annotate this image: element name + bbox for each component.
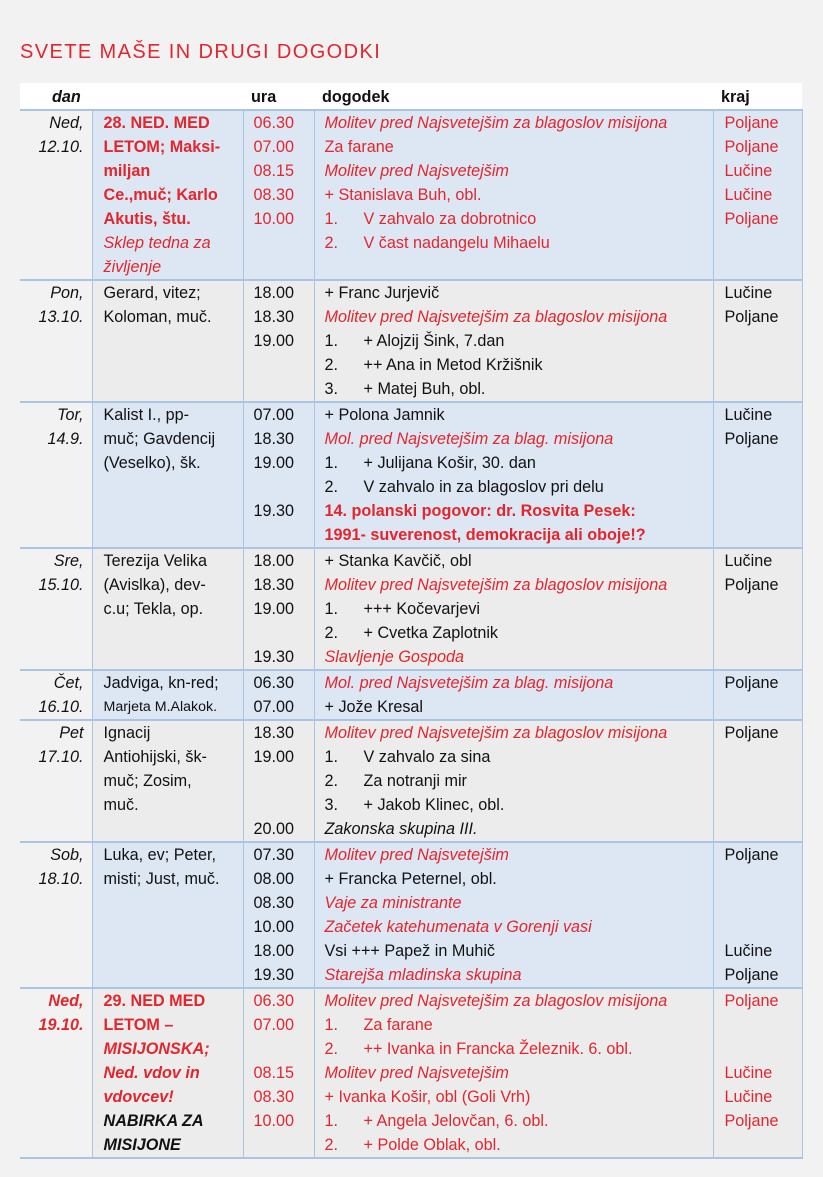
event-text: [325, 451, 705, 475]
event-cell: [314, 988, 713, 1158]
event-time: 19.30: [253, 966, 295, 984]
event-time: 08.15: [253, 162, 295, 180]
event-label: + Matej Buh, obl.: [363, 380, 486, 398]
event-text: [325, 329, 705, 353]
event-label: + Angela Jelovčan, 6. obl.: [363, 1112, 549, 1130]
event-time: 10.00: [253, 210, 295, 228]
event-label: + Jakob Klinec, obl.: [363, 796, 505, 814]
event-text: Molitev pred Najsvetejšim za blagoslov misijona: [324, 308, 668, 326]
event-place: Lučine: [724, 284, 773, 302]
event-place: Poljane: [724, 1112, 779, 1130]
saint-line: Marjeta M.Alakok.: [103, 699, 218, 715]
event-place: [725, 745, 794, 769]
page-title: SVETE MAŠE IN DRUGI DOGODKI: [20, 41, 382, 63]
event-text: Molitev pred Najsvetejšim za blagoslov misijona: [324, 576, 668, 594]
event-place: [725, 597, 794, 621]
event-time: 06.30: [253, 674, 295, 692]
saint-line: Kalist I., pp-: [103, 406, 189, 424]
event-time: 06.30: [253, 114, 295, 132]
saint-line: misti; Just, muč.: [103, 870, 220, 888]
saint-line: življenje: [103, 258, 162, 276]
event-time: [254, 769, 306, 793]
event-label: + Cvetka Zaplotnik: [363, 624, 499, 642]
event-text: [325, 231, 705, 255]
event-place: Poljane: [724, 114, 779, 132]
event-time: 07.30: [253, 846, 295, 864]
event-place: [725, 1013, 794, 1037]
event-place: [725, 1133, 794, 1157]
event-place: Poljane: [724, 846, 779, 864]
event-time: 06.30: [253, 992, 295, 1010]
event-place: [725, 353, 794, 377]
saint-line: (Veselko), šk.: [103, 454, 201, 472]
event-place: Lučine: [724, 186, 773, 204]
header-dan: dan: [20, 83, 92, 110]
place-cell: [713, 842, 802, 988]
event-text: [325, 1109, 705, 1133]
event-place: [725, 695, 794, 719]
time-cell: [243, 110, 314, 280]
event-label: V čast nadangelu Mihaelu: [363, 234, 550, 252]
day-row: [20, 110, 802, 280]
event-time: 18.00: [253, 284, 295, 302]
time-cell: [243, 280, 314, 402]
event-place: Lučine: [724, 552, 773, 570]
saint-line: c.u; Tekla, op.: [103, 600, 204, 618]
event-time: 18.30: [253, 724, 295, 742]
event-place: [725, 451, 794, 475]
event-label: + Julijana Košir, 30. dan: [363, 454, 536, 472]
saint-line: LETOM; Maksi-: [103, 138, 221, 156]
saint-line: muč.: [103, 796, 139, 814]
event-time: 19.00: [253, 600, 295, 618]
saint-line: (Avislka), dev-: [103, 576, 206, 594]
event-place: [725, 329, 794, 353]
day-date: 14.9.: [47, 430, 84, 448]
saint-line: 29. NED MED: [103, 992, 206, 1010]
event-text: [325, 769, 705, 793]
day-date: 13.10.: [38, 308, 84, 326]
saint-line: MISIJONSKA;: [103, 1040, 210, 1058]
event-text: [325, 207, 705, 231]
event-place: Poljane: [724, 724, 779, 742]
event-cell: [314, 280, 713, 402]
event-text: 1991- suverenost, demokracija ali oboje!?: [324, 526, 646, 544]
event-text: [325, 597, 705, 621]
event-text: Molitev pred Najsvetejšim: [324, 846, 509, 864]
event-time: [254, 353, 306, 377]
event-time: 08.30: [253, 186, 295, 204]
event-time: 10.00: [253, 1112, 295, 1130]
event-place: [725, 867, 794, 891]
header-dogodek: dogodek: [314, 83, 713, 110]
event-place: [725, 891, 794, 915]
saint-line: muč; Zosim,: [103, 772, 192, 790]
saint-line: Sklep tedna za: [103, 234, 211, 252]
day-date: Čet,: [53, 674, 84, 692]
saint-cell: [92, 548, 243, 670]
event-place: [725, 793, 794, 817]
event-time: 18.30: [253, 430, 295, 448]
event-text: Mol. pred Najsvetejšim za blag. misijona: [324, 430, 614, 448]
day-date: Pon,: [50, 284, 84, 302]
event-text: + Jože Kresal: [324, 698, 424, 716]
day-date-cell: [20, 402, 92, 548]
event-label: + Polde Oblak, obl.: [363, 1136, 501, 1154]
day-row: [20, 548, 802, 670]
event-time: 18.00: [253, 942, 295, 960]
event-time: [254, 793, 306, 817]
event-place: [725, 499, 794, 523]
event-place: Poljane: [724, 674, 779, 692]
event-time: 07.00: [253, 406, 295, 424]
event-text: [325, 621, 705, 645]
event-place: [725, 915, 794, 939]
event-text: [325, 377, 705, 401]
event-text: Vaje za ministrante: [324, 894, 462, 912]
event-time: [254, 1133, 306, 1157]
event-time: 19.00: [253, 332, 295, 350]
place-cell: [713, 670, 802, 720]
event-label: +++ Kočevarjevi: [363, 600, 481, 618]
event-text: Slavljenje Gospoda: [324, 648, 464, 666]
day-date-cell: [20, 548, 92, 670]
saint-cell: [92, 280, 243, 402]
time-cell: [243, 548, 314, 670]
event-text: [325, 1037, 705, 1061]
event-label: ++ Ivanka in Francka Železnik. 6. obl.: [363, 1040, 633, 1058]
saint-line: vdovcev!: [103, 1088, 174, 1106]
day-row: [20, 280, 802, 402]
event-time: 18.30: [253, 308, 295, 326]
empty-line: [325, 255, 705, 279]
event-label: V zahvalo za dobrotnico: [363, 210, 537, 228]
place-cell: [713, 110, 802, 280]
event-text: Molitev pred Najsvetejšim za blagoslov misijona: [324, 992, 668, 1010]
saint-line: Akutis, štu.: [103, 210, 191, 228]
day-date-cell: [20, 110, 92, 280]
event-place: Poljane: [724, 138, 779, 156]
event-time: 07.00: [253, 698, 295, 716]
empty-line: [254, 255, 306, 279]
event-place: Poljane: [724, 210, 779, 228]
event-place: Lučine: [724, 1088, 773, 1106]
saint-cell: [92, 670, 243, 720]
saint-line: 28. NED. MED: [103, 114, 210, 132]
event-text: + Ivanka Košir, obl (Goli Vrh): [324, 1088, 531, 1106]
saint-line: Antiohijski, šk-: [103, 748, 207, 766]
event-place: [725, 621, 794, 645]
event-time: 19.00: [253, 454, 295, 472]
day-date: Sob,: [50, 846, 84, 864]
event-label: Za notranji mir: [363, 772, 467, 790]
event-text: Molitev pred Najsvetejšim za blagoslov misijona: [324, 724, 668, 742]
event-place: [725, 645, 794, 669]
event-number: 2.: [324, 1136, 339, 1154]
event-text: Molitev pred Najsvetejšim: [324, 162, 509, 180]
event-cell: [314, 842, 713, 988]
event-text: Začetek katehumenata v Gorenji vasi: [324, 918, 592, 936]
event-text: + Francka Peternel, obl.: [324, 870, 497, 888]
saint-cell: [92, 988, 243, 1158]
time-cell: [243, 988, 314, 1158]
day-date: Ned,: [48, 992, 84, 1010]
event-place: [725, 1037, 794, 1061]
event-time: 10.00: [253, 918, 295, 936]
day-date-cell: [20, 720, 92, 842]
event-text: 14. polanski pogovor: dr. Rosvita Pesek:: [324, 502, 636, 520]
event-place: [725, 475, 794, 499]
saint-line: Ce.,muč; Karlo: [103, 186, 218, 204]
event-label: ++ Ana in Metod Kržišnik: [363, 356, 543, 374]
event-time: 08.30: [253, 894, 295, 912]
event-place: Poljane: [724, 576, 779, 594]
event-time: 19.00: [253, 748, 295, 766]
event-text: + Franc Jurjevič: [324, 284, 440, 302]
event-time: 08.30: [253, 1088, 295, 1106]
saint-line: Jadviga, kn-red;: [103, 674, 219, 692]
event-text: [325, 1133, 705, 1157]
day-date-cell: [20, 670, 92, 720]
schedule-table: [20, 83, 803, 1159]
event-label: Za farane: [363, 1016, 433, 1034]
event-time: [254, 621, 306, 645]
event-place: [725, 231, 794, 255]
event-time: 08.00: [253, 870, 295, 888]
event-number: 2.: [324, 356, 339, 374]
event-time: [254, 377, 306, 401]
event-text: [325, 353, 705, 377]
place-cell: [713, 720, 802, 842]
saint-line: Luka, ev; Peter,: [103, 846, 216, 864]
event-time: [254, 523, 306, 547]
event-time: 18.30: [253, 576, 295, 594]
event-time: 07.00: [253, 1016, 295, 1034]
event-text: [325, 793, 705, 817]
day-date-cell: [20, 988, 92, 1158]
saint-line: miljan: [103, 162, 151, 180]
event-place: Lučine: [724, 942, 773, 960]
event-number: 2.: [324, 478, 339, 496]
event-place: Poljane: [724, 430, 779, 448]
event-text: Mol. pred Najsvetejšim za blag. misijona: [324, 674, 614, 692]
place-cell: [713, 402, 802, 548]
day-date-cell: [20, 842, 92, 988]
saint-line: Terezija Velika: [103, 552, 207, 570]
day-date: 15.10.: [38, 576, 84, 594]
time-cell: [243, 402, 314, 548]
event-time: 07.00: [253, 138, 295, 156]
day-date: 16.10.: [38, 698, 84, 716]
event-place: Lučine: [724, 1064, 773, 1082]
event-place: Lučine: [724, 406, 773, 424]
event-time: [254, 1037, 306, 1061]
header-row: [20, 83, 802, 110]
event-text: [325, 475, 705, 499]
event-place: [725, 377, 794, 401]
event-text: + Polona Jamnik: [324, 406, 445, 424]
saint-line: LETOM –: [103, 1016, 174, 1034]
event-text: Molitev pred Najsvetejšim za blagoslov misijona: [324, 114, 668, 132]
event-label: V zahvalo za sina: [363, 748, 491, 766]
day-date-cell: [20, 280, 92, 402]
day-date: 12.10.: [38, 138, 84, 156]
event-label: V zahvalo in za blagoslov pri delu: [363, 478, 604, 496]
event-text: Molitev pred Najsvetejšim: [324, 1064, 509, 1082]
event-cell: [314, 402, 713, 548]
day-date: Sre,: [53, 552, 84, 570]
saint-line: Ignacij: [103, 724, 151, 742]
event-time: [254, 475, 306, 499]
place-cell: [713, 280, 802, 402]
event-text: + Stanka Kavčič, obl: [324, 552, 472, 570]
event-text: Zakonska skupina III.: [324, 820, 478, 838]
event-place: [725, 523, 794, 547]
event-text: [325, 1013, 705, 1037]
day-date: Ned,: [49, 114, 84, 132]
day-date: 17.10.: [38, 748, 84, 766]
day-date: 18.10.: [38, 870, 84, 888]
event-time: 08.15: [253, 1064, 295, 1082]
saint-cell: [92, 110, 243, 280]
event-text: Za farane: [324, 138, 394, 156]
day-row: [20, 670, 802, 720]
event-number: 3.: [324, 796, 339, 814]
event-number: 1.: [324, 210, 339, 228]
place-cell: [713, 988, 802, 1158]
event-place: Poljane: [724, 992, 779, 1010]
saint-line: NABIRKA ZA: [103, 1112, 204, 1130]
place-cell: [713, 548, 802, 670]
event-number: 1.: [324, 600, 339, 618]
event-number: 3.: [324, 380, 339, 398]
saint-line: Ned. vdov in: [103, 1064, 200, 1082]
day-row: [20, 842, 802, 988]
event-time: 19.30: [253, 648, 295, 666]
event-text: Starejša mladinska skupina: [324, 966, 522, 984]
event-number: 2.: [324, 1040, 339, 1058]
saint-cell: [92, 720, 243, 842]
event-cell: [314, 720, 713, 842]
event-cell: [314, 548, 713, 670]
event-cell: [314, 670, 713, 720]
event-number: 2.: [324, 234, 339, 252]
time-cell: [243, 720, 314, 842]
saint-cell: [92, 402, 243, 548]
event-number: 1.: [324, 332, 339, 350]
event-text: Vsi +++ Papež in Muhič: [324, 942, 496, 960]
day-row: [20, 402, 802, 548]
event-text: [325, 745, 705, 769]
time-cell: [243, 842, 314, 988]
event-number: 1.: [324, 1112, 339, 1130]
event-place: [725, 817, 794, 841]
event-text: + Stanislava Buh, obl.: [324, 186, 482, 204]
event-place: Poljane: [724, 308, 779, 326]
day-date: Pet: [59, 724, 84, 742]
event-time: [254, 231, 306, 255]
saint-line: MISIJONE: [103, 1136, 181, 1154]
event-place: Poljane: [724, 966, 779, 984]
event-place: [725, 769, 794, 793]
event-label: + Alojzij Šink, 7.dan: [363, 332, 505, 350]
saint-line: muč; Gavdencij: [103, 430, 216, 448]
header-saint: [92, 83, 243, 110]
event-time: 20.00: [253, 820, 295, 838]
event-number: 1.: [324, 1016, 339, 1034]
saint-line: Koloman, muč.: [103, 308, 212, 326]
day-date: 19.10.: [38, 1016, 84, 1034]
time-cell: [243, 670, 314, 720]
event-number: 2.: [324, 772, 339, 790]
event-time: 19.30: [253, 502, 295, 520]
header-ura: ura: [243, 83, 314, 110]
event-number: 1.: [324, 454, 339, 472]
saint-cell: [92, 842, 243, 988]
header-kraj: kraj: [713, 83, 802, 110]
day-row: [20, 988, 802, 1158]
event-time: 18.00: [253, 552, 295, 570]
event-place: Lučine: [724, 162, 773, 180]
empty-line: [725, 255, 794, 279]
saint-line: Gerard, vitez;: [103, 284, 201, 302]
event-number: 2.: [324, 624, 339, 642]
event-number: 1.: [324, 748, 339, 766]
day-date: Tor,: [57, 406, 84, 424]
event-cell: [314, 110, 713, 280]
day-row: [20, 720, 802, 842]
